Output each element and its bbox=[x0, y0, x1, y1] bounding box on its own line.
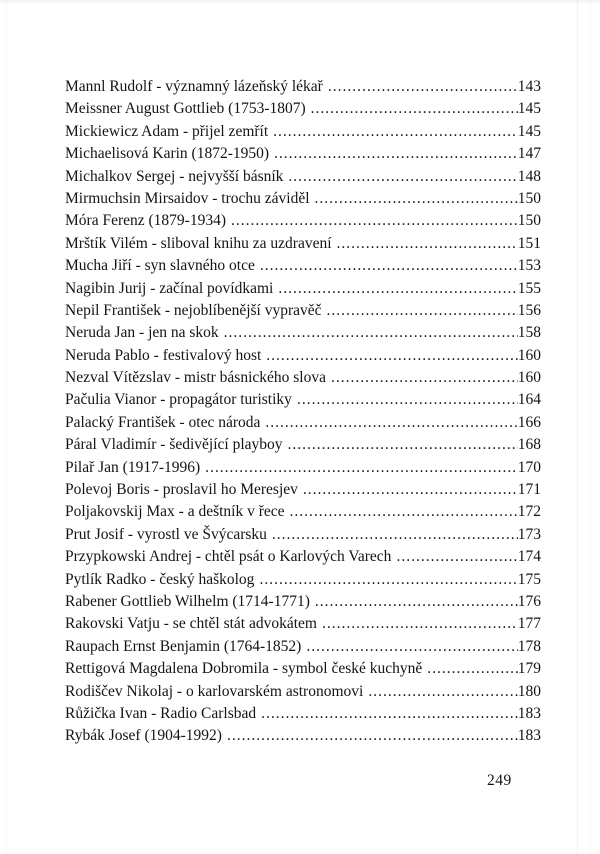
toc-entry-row bbox=[65, 98, 541, 120]
toc-entry-text: Pilař Jan (1917-1996) bbox=[65, 458, 201, 476]
toc-entry-text: Nepil František - nejoblíbenější vypravěč bbox=[65, 301, 322, 319]
toc-entry-row bbox=[65, 725, 541, 747]
toc-entry-text: Rybák Josef (1904-1992) bbox=[65, 727, 222, 745]
toc-entry-text: Neruda Jan - jen na skok bbox=[65, 324, 219, 342]
toc-entry-page: 153 bbox=[517, 257, 541, 275]
toc-entry-row bbox=[65, 457, 541, 479]
dot-leader bbox=[274, 143, 518, 165]
toc-entry-page: 174 bbox=[517, 548, 541, 566]
dot-leader bbox=[224, 322, 518, 344]
toc-entry-row bbox=[65, 188, 541, 210]
toc-entry-text: Prut Josif - vyrostl ve Švýcarsku bbox=[65, 525, 267, 543]
toc-entry-page: 160 bbox=[517, 346, 541, 364]
dot-leader bbox=[396, 546, 517, 568]
toc-entry-row bbox=[65, 76, 541, 98]
toc-entry-page: 183 bbox=[517, 704, 541, 722]
toc-entry-page: 173 bbox=[517, 525, 541, 543]
toc-entry-text: Pytlík Radko - český haškolog bbox=[65, 570, 255, 588]
dot-leader bbox=[266, 345, 517, 367]
toc-entry-page: 150 bbox=[517, 189, 541, 207]
toc-entry-text: Mucha Jiří - syn slavného otce bbox=[65, 257, 255, 275]
dot-leader bbox=[278, 278, 517, 300]
toc-entry-page: 172 bbox=[517, 503, 541, 521]
toc-entry-page: 175 bbox=[517, 570, 541, 588]
dot-leader bbox=[331, 367, 518, 389]
toc-entry-text: Nezval Vítězslav - mistr básnického slova bbox=[65, 369, 326, 387]
toc-entry-row bbox=[65, 233, 541, 255]
toc-entry-row bbox=[65, 166, 541, 188]
toc-entry-text: Páral Vladimír - šedivějící playboy bbox=[65, 436, 283, 454]
dot-leader bbox=[303, 479, 518, 501]
toc-entry-row bbox=[65, 479, 541, 501]
toc-entry-row bbox=[65, 389, 541, 411]
toc-entry-page: 155 bbox=[517, 279, 541, 297]
toc-entry-text: Rakovski Vatju - se chtěl stát advokátem bbox=[65, 615, 317, 633]
dot-leader bbox=[315, 591, 518, 613]
toc-entry-row bbox=[65, 278, 541, 300]
toc-entry-row bbox=[65, 681, 541, 703]
toc-entry-page: 151 bbox=[517, 234, 541, 252]
toc-entry-row bbox=[65, 345, 541, 367]
toc-entry-row bbox=[65, 210, 541, 232]
toc-entry-text: Palacký František - otec národa bbox=[65, 413, 261, 431]
toc-entry-row bbox=[65, 613, 541, 635]
toc-entry-page: 156 bbox=[517, 301, 541, 319]
dot-leader bbox=[311, 98, 518, 120]
toc-entry-page: 183 bbox=[517, 727, 541, 745]
toc-entry-text: Mrštík Vilém - sliboval knihu za uzdravení bbox=[65, 234, 332, 252]
dot-leader bbox=[272, 524, 518, 546]
scan-edge-shadow-right-outer bbox=[590, 0, 591, 854]
toc-entry-text: Michaelisová Karin (1872-1950) bbox=[65, 145, 270, 163]
toc-entry-page: 145 bbox=[517, 122, 541, 140]
toc-entry-page: 150 bbox=[517, 212, 541, 230]
scan-edge-shadow-top bbox=[0, 0, 600, 4]
toc-entry-page: 145 bbox=[517, 100, 541, 118]
toc-entry-page: 178 bbox=[517, 637, 541, 655]
toc-entry-page: 168 bbox=[517, 436, 541, 454]
dot-leader bbox=[427, 658, 517, 680]
dot-leader bbox=[259, 569, 517, 591]
toc-entry-row bbox=[65, 255, 541, 277]
toc-entry-text: Mannl Rudolf - významný lázeňský lékař bbox=[65, 78, 323, 95]
toc-entry-text: Pačulia Vianor - propagátor turistiky bbox=[65, 391, 292, 409]
toc-entry-row bbox=[65, 434, 541, 456]
toc-entry-page: 143 bbox=[517, 78, 541, 95]
toc-entry-page: 171 bbox=[517, 481, 541, 499]
toc-entry-row bbox=[65, 322, 541, 344]
toc-entry-text: Mickiewicz Adam - přijel zemřít bbox=[65, 122, 269, 140]
dot-leader bbox=[327, 300, 518, 322]
toc-entry-text: Neruda Pablo - festivalový host bbox=[65, 346, 262, 364]
toc-entry-row bbox=[65, 300, 541, 322]
scan-edge-shadow-right bbox=[577, 0, 578, 854]
dot-leader bbox=[265, 412, 517, 434]
dot-leader bbox=[337, 233, 518, 255]
toc-entry-text: Poljakovskij Max - a deštník v řece bbox=[65, 503, 285, 521]
toc-entry-row bbox=[65, 501, 541, 523]
toc-entry-page: 177 bbox=[517, 615, 541, 633]
toc-entry-row bbox=[65, 569, 541, 591]
dot-leader bbox=[328, 76, 518, 98]
dot-leader bbox=[288, 166, 517, 188]
toc-entry-row bbox=[65, 546, 541, 568]
toc-entry-row bbox=[65, 121, 541, 143]
toc-entry-text: Móra Ferenz (1879-1934) bbox=[65, 212, 226, 230]
toc-entry-text: Przypkowski Andrej - chtěl psát o Karlových Varech bbox=[65, 548, 392, 566]
toc-entry-text: Nagibin Jurij - začínal povídkami bbox=[65, 279, 274, 297]
toc-entry-page: 160 bbox=[517, 369, 541, 387]
toc-entry-text: Rodiščev Nikolaj - o karlovarském astronomovi bbox=[65, 682, 364, 700]
toc-entry-page: 147 bbox=[517, 145, 541, 163]
dot-leader bbox=[322, 613, 518, 635]
toc-entry-page: 176 bbox=[517, 592, 541, 610]
toc-entry-row bbox=[65, 412, 541, 434]
toc-entry-page: 164 bbox=[517, 391, 541, 409]
dot-leader bbox=[261, 703, 518, 725]
toc-entry-row bbox=[65, 703, 541, 725]
toc-entry-row bbox=[65, 636, 541, 658]
toc-entry-row bbox=[65, 143, 541, 165]
dot-leader bbox=[297, 389, 518, 411]
toc-entry-text: Meissner August Gottlieb (1753-1807) bbox=[65, 100, 306, 118]
toc-entry-row bbox=[65, 591, 541, 613]
dot-leader bbox=[260, 255, 518, 277]
toc-entry-text: Polevoj Boris - proslavil ho Meresjev bbox=[65, 481, 298, 499]
toc-entry-text: Mirmuchsin Mirsaidov - trochu záviděl bbox=[65, 189, 310, 207]
dot-leader bbox=[273, 121, 518, 143]
page-number: 249 bbox=[487, 772, 512, 789]
toc-entry-text: Růžička Ivan - Radio Carlsbad bbox=[65, 704, 257, 722]
toc-entry-page: 158 bbox=[517, 324, 541, 342]
toc-entry-text: Raupach Ernst Benjamin (1764-1852) bbox=[65, 637, 302, 655]
toc-entry-page: 180 bbox=[517, 682, 541, 700]
toc-entry-text: Rabener Gottlieb Wilhelm (1714-1771) bbox=[65, 592, 310, 610]
dot-leader bbox=[306, 636, 517, 658]
dot-leader bbox=[288, 434, 518, 456]
toc-entry-row bbox=[65, 658, 541, 680]
toc-list bbox=[65, 76, 541, 748]
dot-leader bbox=[231, 210, 518, 232]
toc-entry-row bbox=[65, 367, 541, 389]
toc-entry-page: 179 bbox=[517, 660, 541, 678]
dot-leader bbox=[227, 725, 518, 747]
toc-entry-page: 166 bbox=[517, 413, 541, 431]
dot-leader bbox=[315, 188, 518, 210]
toc-entry-page: 148 bbox=[517, 167, 541, 185]
dot-leader bbox=[290, 501, 518, 523]
toc-entry-text: Michalkov Sergej - nejvyšší básník bbox=[65, 167, 284, 185]
toc-entry-text: Rettigová Magdalena Dobromila - symbol české kuchyně bbox=[65, 660, 423, 678]
scan-edge-shadow-left bbox=[6, 0, 7, 854]
toc-entry-page: 170 bbox=[517, 458, 541, 476]
dot-leader bbox=[205, 457, 518, 479]
dot-leader bbox=[368, 681, 517, 703]
toc-entry-row bbox=[65, 524, 541, 546]
